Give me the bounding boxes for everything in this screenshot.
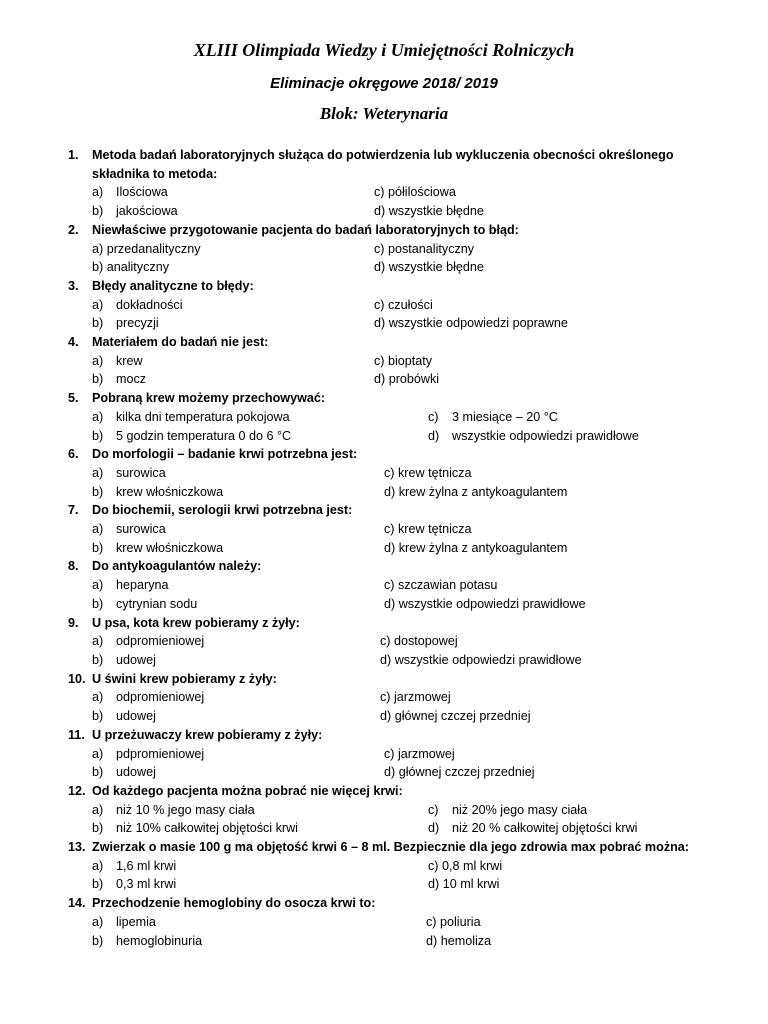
option-letter: b) [92, 652, 104, 667]
question-12 [68, 782, 708, 838]
question-text: Pobraną krew możemy przechowywać: [92, 391, 326, 406]
option-c: c) bioptaty [374, 353, 433, 368]
option-text: niż 10% całkowitej objętości krwi [116, 821, 298, 836]
question-text: Do morfologii – badanie krwi potrzebna jest: [92, 447, 358, 462]
option-text: surowica [116, 465, 166, 480]
option-d: d) hemoliza [426, 933, 492, 948]
option-letter: b) [92, 877, 104, 892]
question-13 [68, 838, 708, 894]
option-b [68, 202, 374, 221]
question-text: Niewłaściwe przygotowanie pacjenta do badań laboratoryjnych to błąd: [92, 222, 519, 237]
option-b [68, 707, 380, 726]
option-a: a) przedanalityczny [92, 241, 201, 256]
option-d [428, 819, 708, 838]
option-letter: b) [92, 709, 104, 724]
option-text: kilka dni temperatura pokojowa [116, 409, 290, 424]
option-text: 3 miesiące – 20 °C [452, 409, 558, 424]
question-text: Do antykoagulantów należy: [92, 559, 262, 574]
question-9 [68, 614, 708, 670]
question-number: 13. [68, 840, 86, 855]
question-text: Materiałem do badań nie jest: [92, 335, 269, 350]
option-text: pdpromieniowej [116, 746, 205, 761]
question-list [68, 146, 708, 950]
option-letter: a) [92, 409, 104, 424]
question-11 [68, 726, 708, 782]
question-number: 9. [68, 615, 79, 630]
option-b [68, 314, 374, 333]
question-2 [68, 221, 708, 277]
question-3 [68, 277, 708, 333]
option-d: d) probówki [374, 372, 440, 387]
option-a [68, 801, 428, 820]
option-text: wszystkie odpowiedzi prawidłowe [452, 428, 639, 443]
option-text: niż 10 % jego masy ciała [116, 802, 255, 817]
question-text: Do biochemii, serologii krwi potrzebna jest: [92, 503, 353, 518]
question-14 [68, 894, 708, 950]
option-letter: b) [92, 372, 104, 387]
option-a [68, 745, 384, 764]
option-text: odpromieniowej [116, 690, 205, 705]
option-letter: b) [92, 428, 104, 443]
option-letter: a) [92, 522, 104, 537]
block-title: Blok: Weterynaria [319, 104, 449, 123]
question-number: 11. [68, 727, 85, 742]
option-a [68, 576, 384, 595]
option-c: c) jarzmowej [380, 690, 451, 705]
option-b: b) analityczny [92, 260, 169, 275]
question-number: 4. [68, 335, 79, 350]
option-text: hemoglobinuria [116, 933, 203, 948]
option-text: cytrynian sodu [116, 596, 198, 611]
page-subtitle: Eliminacje okręgowe 2018/ 2019 [270, 75, 498, 92]
option-b [68, 427, 428, 446]
option-letter: b) [92, 484, 104, 499]
option-letter: a) [92, 802, 104, 817]
question-4 [68, 333, 708, 389]
option-c: c) szczawian potasu [384, 578, 498, 593]
option-a [68, 857, 428, 876]
option-c: c) czułości [374, 297, 433, 312]
option-letter: c) [428, 802, 439, 817]
option-a [68, 688, 380, 707]
option-text: niż 20 % całkowitej objętości krwi [452, 821, 638, 836]
option-d: d) wszystkie błędne [374, 204, 484, 219]
option-text: krew włośniczkowa [116, 484, 224, 499]
option-text: udowej [116, 765, 156, 780]
option-c: c) poliuria [426, 914, 481, 929]
option-text: surowica [116, 522, 166, 537]
question-6 [68, 445, 708, 501]
option-c [428, 408, 708, 427]
option-letter: b) [92, 765, 104, 780]
option-a [68, 408, 428, 427]
question-number: 10. [68, 671, 86, 686]
option-c: c) dostopowej [380, 634, 458, 649]
option-a [68, 913, 426, 932]
question-8 [68, 557, 708, 613]
option-c: c) postanalityczny [374, 241, 475, 256]
option-c: c) krew tętnicza [384, 522, 472, 537]
question-number: 12. [68, 783, 86, 798]
question-text: Metoda badań laboratoryjnych służąca do potwierdzenia lub wykluczenia obecności określonego składnika to metoda: [92, 148, 674, 181]
question-text: Przechodzenie hemoglobiny do osocza krwi to: [92, 896, 376, 911]
option-text: krew włośniczkowa [116, 540, 224, 555]
option-letter: b) [92, 540, 104, 555]
option-text: udowej [116, 652, 156, 667]
option-text: udowej [116, 709, 156, 724]
option-letter: a) [92, 297, 104, 312]
option-letter: b) [92, 316, 104, 331]
option-d [428, 427, 708, 446]
option-letter: b) [92, 596, 104, 611]
option-a [68, 464, 384, 483]
option-a [68, 296, 374, 315]
question-5 [68, 389, 708, 445]
option-d: d) wszystkie błędne [374, 260, 484, 275]
question-text: U przeżuwaczy krew pobieramy z żyły: [92, 727, 323, 742]
question-number: 14. [68, 896, 86, 911]
option-d: d) wszystkie odpowiedzi prawidłowe [380, 652, 582, 667]
question-text: Błędy analityczne to błędy: [92, 278, 254, 293]
question-number: 6. [68, 447, 79, 462]
option-d: d) głównej czczej przedniej [380, 709, 531, 724]
option-a [68, 520, 384, 539]
option-c: c) 0,8 ml krwi [428, 858, 503, 873]
option-letter: a) [92, 690, 104, 705]
option-letter: a) [92, 858, 104, 873]
option-letter: b) [92, 933, 104, 948]
option-letter: a) [92, 185, 104, 200]
option-text: krew [116, 353, 143, 368]
option-text: 1,6 ml krwi [116, 858, 177, 873]
option-a [68, 352, 374, 371]
question-number: 2. [68, 222, 79, 237]
option-letter: a) [92, 353, 104, 368]
option-text: odpromieniowej [116, 634, 205, 649]
question-1 [68, 146, 708, 221]
option-d: d) wszystkie odpowiedzi poprawne [374, 316, 568, 331]
option-c [428, 801, 708, 820]
option-text: dokładności [116, 297, 183, 312]
question-number: 5. [68, 391, 79, 406]
option-letter: b) [92, 204, 104, 219]
question-number: 7. [68, 503, 79, 518]
option-a [68, 632, 380, 651]
option-text: mocz [116, 372, 147, 387]
option-b [68, 539, 384, 558]
option-b [68, 651, 380, 670]
option-letter: a) [92, 465, 104, 480]
option-c: c) krew tętnicza [384, 465, 472, 480]
option-c: c) półilościowa [374, 185, 456, 200]
question-7 [68, 501, 708, 557]
page-title: XLIII Olimpiada Wiedzy i Umiejętności Rolniczych [193, 40, 575, 60]
option-b [68, 595, 384, 614]
option-d: d) głównej czczej przedniej [384, 765, 535, 780]
question-text: U psa, kota krew pobieramy z żyły: [92, 615, 300, 630]
option-letter: d) [428, 821, 440, 836]
option-letter: a) [92, 634, 104, 649]
question-text: Od każdego pacjenta można pobrać nie więcej krwi: [92, 783, 403, 798]
option-letter: c) [428, 409, 439, 424]
option-text: 5 godzin temperatura 0 do 6 °C [116, 428, 292, 443]
question-number: 3. [68, 278, 79, 293]
option-b [68, 932, 426, 951]
option-d: d) krew żylna z antykoagulantem [384, 540, 568, 555]
option-letter: a) [92, 578, 104, 593]
option-d: d) krew żylna z antykoagulantem [384, 484, 568, 499]
option-b [68, 819, 428, 838]
option-letter: b) [92, 821, 104, 836]
question-text: U świni krew pobieramy z żyły: [92, 671, 277, 686]
option-text: Ilościowa [116, 185, 168, 200]
question-text: Zwierzak o masie 100 g ma objętość krwi 6 – 8 ml. Bezpiecznie dla jego zdrowia max pobrać można: [92, 840, 690, 855]
option-b [68, 483, 384, 502]
option-letter: a) [92, 914, 104, 929]
option-text: precyzji [116, 316, 159, 331]
option-d: d) wszystkie odpowiedzi prawidłowe [384, 596, 586, 611]
option-c: c) jarzmowej [384, 746, 455, 761]
option-text: heparyna [116, 578, 169, 593]
option-d: d) 10 ml krwi [428, 877, 500, 892]
question-10 [68, 670, 708, 726]
option-text: niż 20% jego masy ciała [452, 802, 588, 817]
option-text: lipemia [116, 914, 156, 929]
option-letter: a) [92, 746, 104, 761]
question-number: 8. [68, 559, 79, 574]
option-letter: d) [428, 428, 440, 443]
option-a [68, 183, 374, 202]
option-b [68, 370, 374, 389]
option-b [68, 875, 428, 894]
option-b [68, 763, 384, 782]
option-text: jakościowa [116, 204, 178, 219]
question-number: 1. [68, 148, 79, 162]
option-text: 0,3 ml krwi [116, 877, 177, 892]
